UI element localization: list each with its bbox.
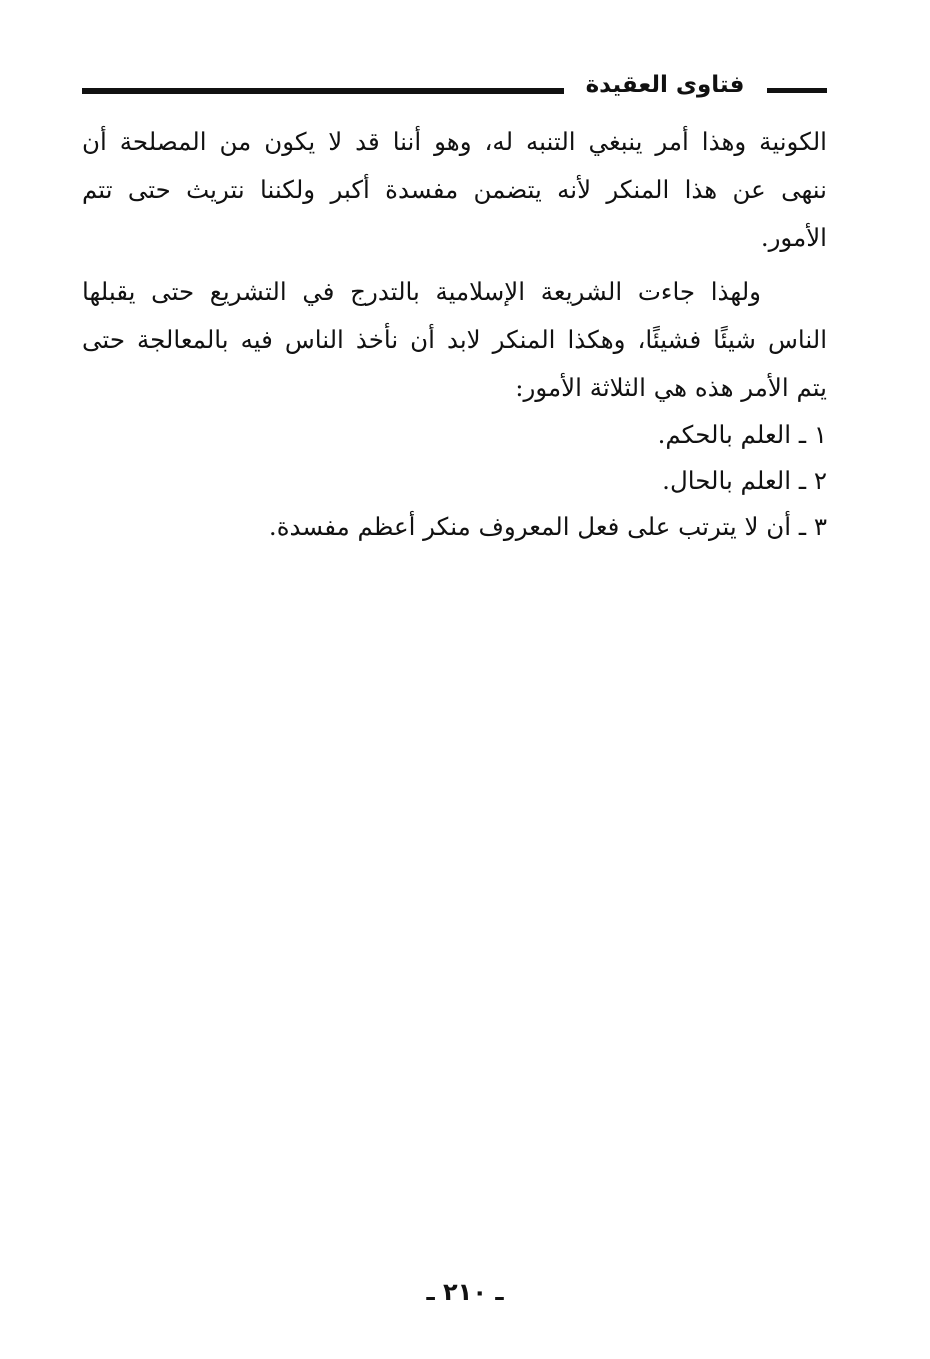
paragraph-1-line-3: الأمور. bbox=[760, 223, 827, 252]
paragraph-2-line-3: يتم الأمر هذه هي الثلاثة الأمور: bbox=[515, 373, 827, 402]
paragraph-1-line-1: الكونية وهذا أمر ينبغي التنبه له، وهو أننا قد لا يكون من المصلحة أن bbox=[82, 127, 827, 156]
list-item-2: ٢ ـ العلم بالحال. bbox=[662, 466, 827, 495]
list-item-1: ١ ـ العلم بالحكم. bbox=[657, 420, 827, 449]
header-rule-left bbox=[82, 88, 564, 94]
list-item-3: ٣ ـ أن لا يترتب على فعل المعروف منكر أعظم مفسدة. bbox=[268, 512, 827, 541]
running-header bbox=[82, 66, 827, 106]
paragraph-2-line-2: الناس شيئًا فشيئًا، وهكذا المنكر لابد أن نأخذ الناس فيه بالمعالجة حتى bbox=[82, 325, 827, 354]
paragraph-1-line-2: ننهى عن هذا المنكر لأنه يتضمن مفسدة أكبر ولكننا نتريث حتى تتم bbox=[82, 175, 827, 204]
header-rule-right bbox=[767, 88, 827, 93]
page-number: ـ ٢١٠ ـ bbox=[426, 1278, 504, 1306]
paragraph-2-line-1: ولهذا جاءت الشريعة الإسلامية بالتدرج في التشريع حتى يقبلها bbox=[82, 277, 761, 306]
body-text bbox=[82, 118, 827, 550]
header-title: فتاوى العقيدة bbox=[585, 72, 745, 98]
